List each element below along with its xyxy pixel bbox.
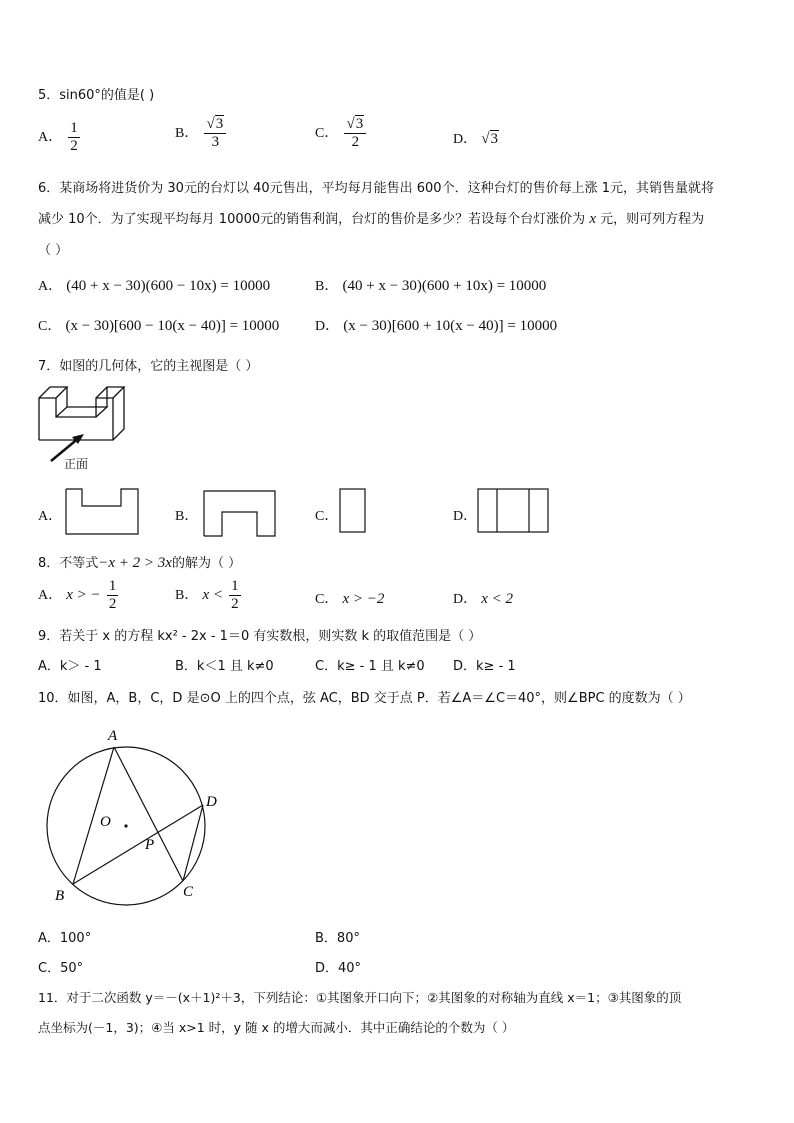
denominator: 2 — [231, 596, 239, 612]
q10-stem: 10．如图，A，B，C，D 是⊙O 上的四个点，弦 AC，BD 交于点 P．若∠A＝∠C＝40°，则∠BPC 的度数为（ ） — [38, 691, 691, 706]
u-shape — [66, 489, 138, 534]
option-letter: C． — [315, 126, 339, 141]
q5-option-d[interactable] — [453, 128, 499, 148]
label-d: D — [206, 794, 217, 810]
arch-shape — [204, 491, 275, 536]
inequality: x > −2 — [342, 591, 385, 607]
q5-option-c[interactable] — [315, 116, 368, 151]
option-letter: C． — [38, 319, 62, 334]
q8-inequality: −x + 2 > 3x — [98, 555, 172, 571]
q6-option-a[interactable] — [38, 275, 270, 295]
q5-stem: 5．sin60°的值是( ) — [38, 88, 155, 103]
inequality-prefix: x < — [202, 587, 224, 603]
q7-option-d-letter[interactable] — [453, 505, 477, 525]
inequality: x < 2 — [481, 591, 514, 607]
equation: (x − 30)[600 + 10(x − 40)] = 10000 — [343, 318, 558, 334]
q6-line2 — [38, 208, 704, 228]
q10-option-a[interactable]: A．100° — [38, 931, 92, 946]
q7-option-d-shape[interactable] — [477, 488, 551, 534]
front-view-label: 正面 — [64, 457, 89, 471]
right-side — [113, 387, 124, 440]
option-letter: D． — [453, 509, 478, 524]
numerator: 1 — [108, 578, 117, 594]
label-b: B — [55, 888, 65, 904]
q6-variable: x — [589, 211, 596, 227]
radical: √3 — [481, 131, 498, 147]
option-letter: C． — [315, 509, 339, 524]
denominator: 2 — [351, 134, 360, 150]
option-letter: A． — [38, 588, 63, 603]
q9-option-a[interactable]: A．k＞ - 1 — [38, 659, 102, 674]
q8-option-d[interactable] — [453, 588, 513, 608]
top-right-block — [96, 387, 124, 398]
inequality-prefix: x > − — [66, 587, 101, 603]
numerator: 1 — [231, 578, 239, 594]
numerator: √3 — [344, 116, 366, 134]
front-face — [39, 398, 113, 440]
rectangle-shape — [340, 489, 365, 532]
option-letter: D． — [453, 132, 478, 147]
outer-rectangle — [478, 489, 548, 532]
denominator: 3 — [211, 134, 220, 150]
fraction — [107, 578, 119, 613]
q6-line2-end: 元，则可列方程为 — [600, 212, 705, 227]
q6-line2-text: 减少 10个．为了实现平均每月 10000元的销售利润，台灯的售价是多少？若设每个台灯涨价为 — [38, 212, 586, 227]
label-a: A — [108, 728, 118, 744]
chord-dc — [183, 805, 203, 881]
fraction — [204, 116, 226, 151]
q7-option-c-shape[interactable] — [339, 488, 367, 534]
option-letter: B． — [175, 126, 199, 141]
label-p: P — [145, 837, 155, 853]
denominator: 2 — [108, 596, 117, 612]
numerator: 1 — [70, 120, 78, 136]
center-dot — [124, 824, 127, 827]
option-letter: D． — [453, 592, 478, 607]
radicand: 3 — [355, 116, 364, 132]
numerator: √3 — [204, 116, 226, 134]
option-letter: B． — [175, 509, 199, 524]
fraction — [344, 116, 366, 151]
q9-option-b[interactable]: B．k＜1 且 k≠0 — [175, 659, 274, 674]
q5-option-a[interactable] — [38, 120, 82, 155]
q6-line1: 6．某商场将进货价为 30元的台灯以 40元售出，平均每月能售出 600个．这种台灯的售价每上涨 1元，其销售量就将 — [38, 181, 714, 196]
q7-option-a-letter[interactable] — [38, 505, 62, 525]
option-letter: A． — [38, 130, 63, 145]
q7-option-b-shape[interactable] — [203, 490, 278, 538]
q6-option-d[interactable] — [315, 315, 557, 335]
option-letter: A． — [38, 279, 63, 294]
option-letter: D． — [315, 319, 340, 334]
fraction — [229, 578, 241, 613]
q8-option-a[interactable] — [38, 578, 120, 613]
q11-line2: 点坐标为(－1，3)；④当 x>1 时，y 随 x 的增大而减小．其中正确结论的个数为（ ） — [38, 1020, 515, 1035]
option-letter: C． — [315, 592, 339, 607]
q8-option-b[interactable] — [175, 578, 243, 613]
q6-option-b[interactable] — [315, 275, 546, 295]
q9-option-d[interactable]: D．k≥ - 1 — [453, 659, 516, 674]
fraction — [68, 120, 80, 155]
q6-option-c[interactable] — [38, 315, 279, 335]
label-c: C — [183, 884, 194, 900]
equation: (x − 30)[600 − 10(x − 40)] = 10000 — [65, 318, 280, 334]
radicand: 3 — [490, 131, 498, 147]
q10-option-b[interactable]: B．80° — [315, 931, 360, 946]
q8-stem-pre: 8．不等式 — [38, 556, 99, 571]
q9-stem: 9．若关于 x 的方程 kx² - 2x - 1＝0 有实数根，则实数 k 的取值范围是（ ） — [38, 629, 482, 644]
q7-option-c-letter[interactable] — [315, 505, 338, 525]
inner-floor — [56, 407, 107, 417]
denominator: 2 — [70, 138, 78, 154]
q7-option-a-shape[interactable] — [65, 488, 140, 536]
equation: (40 + x − 30)(600 + 10x) = 10000 — [342, 278, 547, 294]
top-left-block — [39, 387, 67, 398]
label-o: O — [100, 814, 111, 830]
q8-stem — [38, 552, 241, 572]
q7-option-b-letter[interactable] — [175, 505, 198, 525]
option-letter: B． — [315, 279, 339, 294]
q6-line3: （ ） — [38, 243, 69, 258]
equation: (40 + x − 30)(600 − 10x) = 10000 — [66, 278, 271, 294]
q8-stem-post: 的解为（ ） — [171, 556, 242, 571]
q8-option-c[interactable] — [315, 588, 384, 608]
q10-option-c[interactable]: C．50° — [38, 961, 84, 976]
radicand: 3 — [215, 116, 224, 132]
q11-line1: 11．对于二次函数 y＝－(x＋1)²＋3，下列结论：①其图象开口向下；②其图象的对称轴为直线 x＝1；③其图象的顶 — [38, 990, 682, 1005]
q10-option-d[interactable]: D．40° — [315, 961, 362, 976]
q9-option-c[interactable]: C．k≥ - 1 且 k≠0 — [315, 659, 425, 674]
option-letter: A． — [38, 509, 63, 524]
q10-circle-figure — [40, 722, 240, 907]
q7-stem: 7．如图的几何体，它的主视图是（ ） — [38, 359, 259, 374]
q5-option-b[interactable] — [175, 116, 228, 151]
chord-ac — [114, 747, 183, 881]
option-letter: B． — [175, 588, 199, 603]
